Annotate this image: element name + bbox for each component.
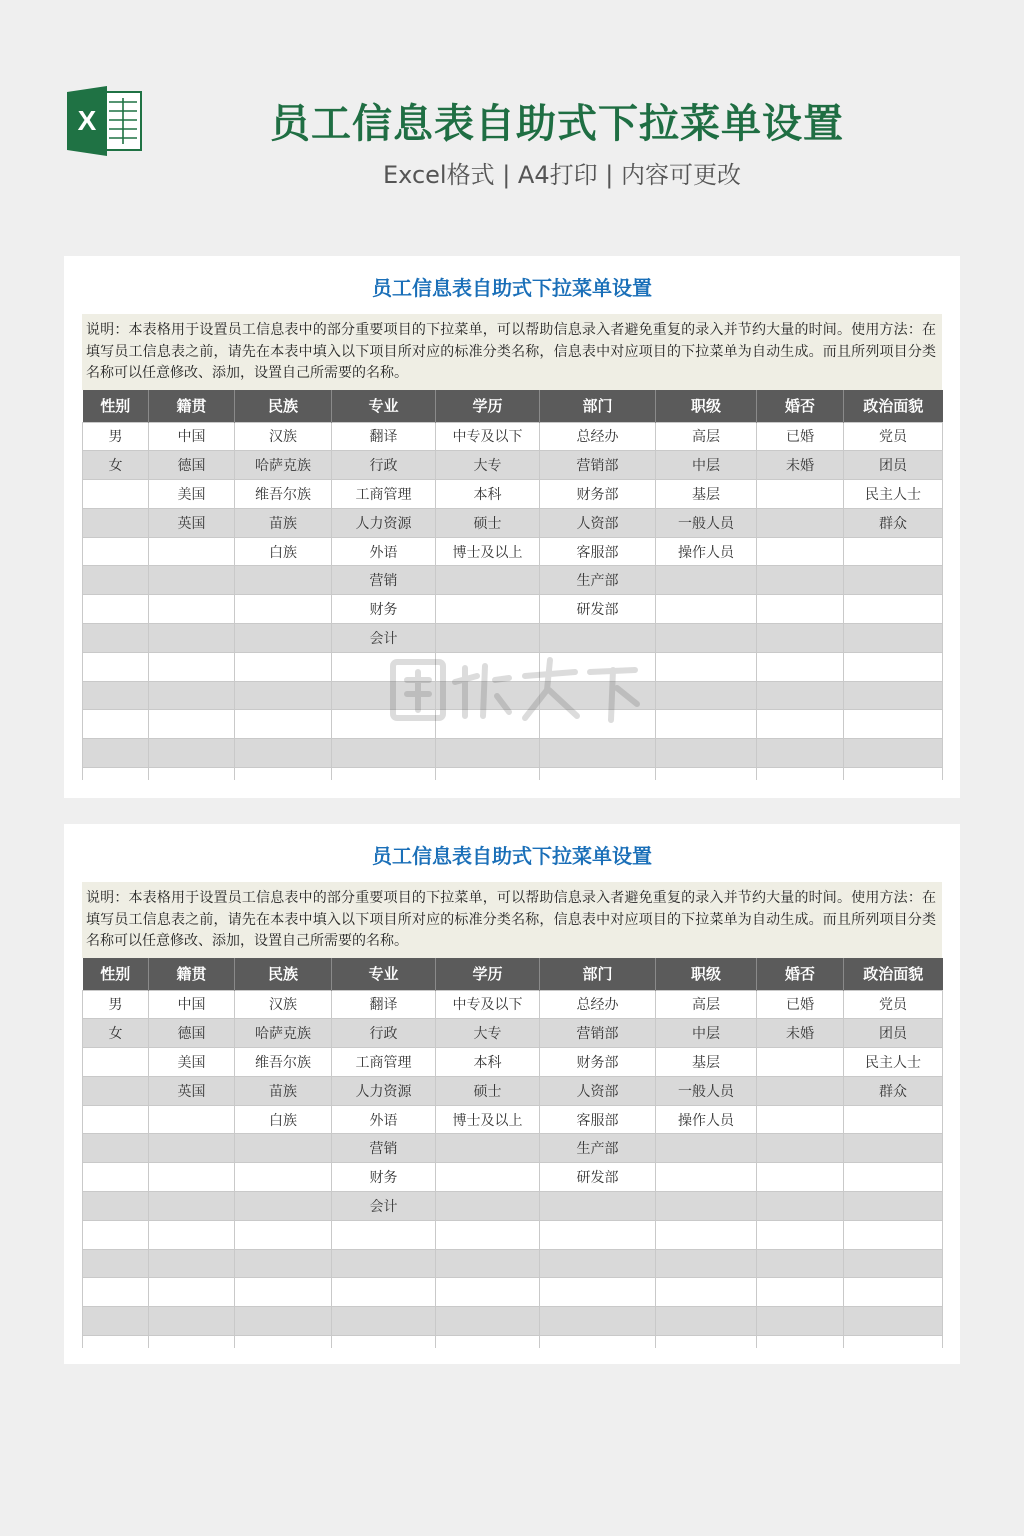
table-cell[interactable]: 团员	[844, 1019, 943, 1048]
table-cell[interactable]: 女	[83, 1019, 149, 1048]
table-cell[interactable]	[656, 710, 757, 739]
table-row	[83, 422, 943, 451]
table-cell[interactable]	[757, 1307, 844, 1336]
table-cell[interactable]	[83, 595, 149, 624]
table-cell[interactable]	[757, 624, 844, 653]
table-cell[interactable]	[844, 595, 943, 624]
table-cell[interactable]	[436, 1220, 540, 1249]
table-cell[interactable]: 白族	[235, 1105, 332, 1134]
table-cell[interactable]	[149, 1192, 235, 1221]
column-header: 职级	[656, 390, 757, 422]
table-cell[interactable]: 财务	[332, 1163, 436, 1192]
table-cell[interactable]	[235, 1134, 332, 1163]
table-cell[interactable]: 行政	[332, 1019, 436, 1048]
instruction-note: 说明：本表格用于设置员工信息表中的部分重要项目的下拉菜单，可以帮助信息录入者避免重复的录入并节约大量的时间。使用方法：在填写员工信息表之前，请先在本表中填入以下项目所对应的标准分类名称，信息表中对应项目的下拉菜单为自动生成。而且所列项目分类名称可以任意修改、添加，设置自己所需要的名称。	[82, 314, 942, 390]
column-header: 婚否	[757, 390, 844, 422]
table-cell[interactable]	[656, 1307, 757, 1336]
table-cell[interactable]	[436, 566, 540, 595]
table-cell[interactable]	[844, 652, 943, 681]
table-cell	[149, 1336, 235, 1348]
table-cell[interactable]	[844, 537, 943, 566]
table-cell[interactable]	[656, 739, 757, 768]
table-cell[interactable]: 中专及以下	[436, 990, 540, 1019]
dropdown-settings-table	[82, 958, 943, 1348]
table-cell[interactable]: 营销部	[540, 1019, 656, 1048]
table-cell[interactable]: 人资部	[540, 508, 656, 537]
table-row	[83, 566, 943, 595]
table-cell[interactable]	[656, 595, 757, 624]
table-cell[interactable]	[235, 1307, 332, 1336]
table-cell[interactable]	[149, 739, 235, 768]
table-cell[interactable]: 英国	[149, 1076, 235, 1105]
column-header: 专业	[332, 390, 436, 422]
column-header: 学历	[436, 390, 540, 422]
table-cell[interactable]: 苗族	[235, 508, 332, 537]
table-cell	[540, 1336, 656, 1348]
table-row	[83, 451, 943, 480]
table-cell[interactable]: 工商管理	[332, 1048, 436, 1077]
table-cell[interactable]	[149, 1307, 235, 1336]
table-cell[interactable]: 未婚	[757, 1019, 844, 1048]
column-header: 专业	[332, 958, 436, 990]
table-row	[83, 1278, 943, 1307]
table-cell[interactable]: 中层	[656, 1019, 757, 1048]
table-cell[interactable]: 人资部	[540, 1076, 656, 1105]
table-cell	[757, 768, 844, 780]
table-cell[interactable]	[332, 1249, 436, 1278]
table-cell[interactable]: 会计	[332, 624, 436, 653]
table-cell[interactable]	[436, 1278, 540, 1307]
table-cell[interactable]	[149, 1105, 235, 1134]
table-cell[interactable]	[844, 1220, 943, 1249]
table-row	[83, 1336, 943, 1348]
table-cell[interactable]	[844, 624, 943, 653]
table-cell[interactable]: 哈萨克族	[235, 451, 332, 480]
table-cell[interactable]	[844, 566, 943, 595]
table-cell[interactable]	[656, 1192, 757, 1221]
table-cell	[844, 1336, 943, 1348]
table-cell[interactable]	[757, 1249, 844, 1278]
table-cell[interactable]	[83, 1220, 149, 1249]
table-row	[83, 480, 943, 509]
table-cell[interactable]	[83, 1192, 149, 1221]
table-cell	[83, 1336, 149, 1348]
table-cell[interactable]: 外语	[332, 1105, 436, 1134]
table-cell[interactable]: 营销部	[540, 451, 656, 480]
table-cell	[235, 1336, 332, 1348]
table-cell[interactable]	[844, 1192, 943, 1221]
table-row	[83, 1134, 943, 1163]
table-cell	[656, 768, 757, 780]
table-cell[interactable]: 行政	[332, 451, 436, 480]
table-cell[interactable]	[149, 1163, 235, 1192]
table-cell[interactable]	[332, 1220, 436, 1249]
table-cell[interactable]	[235, 595, 332, 624]
table-row	[83, 1220, 943, 1249]
table-row	[83, 1249, 943, 1278]
table-cell[interactable]: 人力资源	[332, 1076, 436, 1105]
table-row	[83, 624, 943, 653]
column-header: 政治面貌	[844, 390, 943, 422]
table-cell[interactable]	[540, 739, 656, 768]
table-cell[interactable]: 男	[83, 422, 149, 451]
table-cell[interactable]	[436, 1307, 540, 1336]
table-cell[interactable]: 党员	[844, 990, 943, 1019]
table-cell[interactable]: 财务	[332, 595, 436, 624]
column-header: 民族	[235, 390, 332, 422]
table-cell[interactable]: 美国	[149, 480, 235, 509]
table-cell[interactable]	[83, 1048, 149, 1077]
table-cell[interactable]: 德国	[149, 451, 235, 480]
table-cell[interactable]	[83, 1249, 149, 1278]
table-cell[interactable]: 硕士	[436, 1076, 540, 1105]
table-cell[interactable]	[757, 1105, 844, 1134]
table-cell[interactable]: 汉族	[235, 990, 332, 1019]
table-cell[interactable]	[149, 652, 235, 681]
table-cell[interactable]	[844, 1307, 943, 1336]
table-header-row	[83, 958, 943, 990]
table-cell[interactable]	[844, 1134, 943, 1163]
table-cell[interactable]: 财务部	[540, 480, 656, 509]
table-cell[interactable]	[757, 480, 844, 509]
table-cell[interactable]	[235, 710, 332, 739]
table-cell[interactable]	[149, 1220, 235, 1249]
table-header-row	[83, 390, 943, 422]
table-cell[interactable]	[436, 595, 540, 624]
table-cell[interactable]	[83, 1307, 149, 1336]
table-cell[interactable]: 会计	[332, 1192, 436, 1221]
table-cell[interactable]	[757, 1076, 844, 1105]
table-cell[interactable]	[436, 1134, 540, 1163]
watermark-logo	[385, 650, 645, 730]
table-cell[interactable]: 客服部	[540, 1105, 656, 1134]
table-cell[interactable]	[83, 1134, 149, 1163]
table-cell[interactable]	[235, 1220, 332, 1249]
table-cell[interactable]	[149, 681, 235, 710]
table-cell[interactable]	[844, 739, 943, 768]
table-cell[interactable]: 研发部	[540, 595, 656, 624]
table-cell[interactable]: 美国	[149, 1048, 235, 1077]
column-header: 婚否	[757, 958, 844, 990]
table-row	[83, 739, 943, 768]
table-cell[interactable]: 工商管理	[332, 480, 436, 509]
table-cell[interactable]: 硕士	[436, 508, 540, 537]
table-cell[interactable]: 民主人士	[844, 480, 943, 509]
table-cell[interactable]	[757, 1278, 844, 1307]
table-cell[interactable]	[540, 1278, 656, 1307]
table-cell[interactable]	[149, 1134, 235, 1163]
table-cell[interactable]: 哈萨克族	[235, 1019, 332, 1048]
table-cell[interactable]: 总经办	[540, 422, 656, 451]
table-cell[interactable]	[235, 1192, 332, 1221]
table-cell	[844, 768, 943, 780]
table-cell[interactable]	[540, 624, 656, 653]
table-cell[interactable]: 基层	[656, 1048, 757, 1077]
table-cell[interactable]: 外语	[332, 537, 436, 566]
table-cell[interactable]	[149, 710, 235, 739]
table-cell[interactable]	[757, 508, 844, 537]
table-cell[interactable]	[656, 1163, 757, 1192]
table-cell	[757, 1336, 844, 1348]
sheet-preview-2	[64, 824, 960, 1364]
table-cell[interactable]: 生产部	[540, 566, 656, 595]
table-row	[83, 537, 943, 566]
table-cell[interactable]	[149, 566, 235, 595]
table-cell[interactable]: 中国	[149, 990, 235, 1019]
table-cell[interactable]: 未婚	[757, 451, 844, 480]
table-cell[interactable]: 维吾尔族	[235, 1048, 332, 1077]
table-cell[interactable]	[844, 1163, 943, 1192]
table-cell[interactable]	[757, 1163, 844, 1192]
table-cell[interactable]: 生产部	[540, 1134, 656, 1163]
table-cell	[83, 768, 149, 780]
table-cell[interactable]: 基层	[656, 480, 757, 509]
table-row	[83, 1019, 943, 1048]
column-header: 政治面貌	[844, 958, 943, 990]
table-cell[interactable]	[83, 1278, 149, 1307]
table-row	[83, 990, 943, 1019]
table-cell[interactable]: 白族	[235, 537, 332, 566]
table-cell[interactable]	[656, 1134, 757, 1163]
table-row	[83, 1163, 943, 1192]
page-subtitle: Excel格式 | A4打印 | 内容可更改	[383, 161, 741, 189]
table-row	[83, 1048, 943, 1077]
table-cell[interactable]	[757, 1220, 844, 1249]
table-cell[interactable]: 翻译	[332, 990, 436, 1019]
table-cell	[332, 1336, 436, 1348]
table-cell[interactable]: 博士及以上	[436, 1105, 540, 1134]
column-header: 籍贯	[149, 390, 235, 422]
table-cell[interactable]	[83, 566, 149, 595]
table-cell[interactable]: 本科	[436, 480, 540, 509]
table-cell[interactable]: 英国	[149, 508, 235, 537]
table-cell[interactable]	[83, 537, 149, 566]
table-cell[interactable]: 翻译	[332, 422, 436, 451]
column-header: 学历	[436, 958, 540, 990]
table-cell[interactable]	[83, 480, 149, 509]
table-cell	[656, 1336, 757, 1348]
table-cell[interactable]	[83, 681, 149, 710]
table-cell[interactable]	[149, 1249, 235, 1278]
table-cell[interactable]	[83, 739, 149, 768]
table-cell[interactable]	[656, 1220, 757, 1249]
table-cell[interactable]: 汉族	[235, 422, 332, 451]
table-cell[interactable]	[757, 595, 844, 624]
table-cell[interactable]	[332, 1278, 436, 1307]
excel-logo-letter: X	[77, 105, 97, 136]
table-cell[interactable]: 群众	[844, 1076, 943, 1105]
table-cell[interactable]: 已婚	[757, 990, 844, 1019]
table-cell[interactable]	[656, 566, 757, 595]
sheet-title: 员工信息表自助式下拉菜单设置	[372, 844, 652, 868]
table-cell[interactable]	[83, 508, 149, 537]
table-cell[interactable]	[83, 1076, 149, 1105]
table-cell[interactable]: 中层	[656, 451, 757, 480]
table-cell[interactable]	[656, 681, 757, 710]
table-cell[interactable]	[757, 1048, 844, 1077]
table-cell[interactable]: 操作人员	[656, 537, 757, 566]
table-cell[interactable]: 德国	[149, 1019, 235, 1048]
table-cell[interactable]: 一般人员	[656, 508, 757, 537]
table-cell[interactable]: 大专	[436, 451, 540, 480]
table-row	[83, 1076, 943, 1105]
table-cell[interactable]	[235, 1249, 332, 1278]
table-cell[interactable]: 苗族	[235, 1076, 332, 1105]
table-cell[interactable]	[436, 624, 540, 653]
instruction-note: 说明：本表格用于设置员工信息表中的部分重要项目的下拉菜单，可以帮助信息录入者避免重复的录入并节约大量的时间。使用方法：在填写员工信息表之前，请先在本表中填入以下项目所对应的标准分类名称，信息表中对应项目的下拉菜单为自动生成。而且所列项目分类名称可以任意修改、添加，设置自己所需要的名称。	[82, 882, 942, 958]
table-cell[interactable]	[149, 624, 235, 653]
table-cell[interactable]	[656, 1278, 757, 1307]
table-cell[interactable]	[656, 652, 757, 681]
table-cell[interactable]	[149, 1278, 235, 1307]
table-cell[interactable]	[436, 1163, 540, 1192]
table-cell[interactable]	[656, 1249, 757, 1278]
table-cell	[540, 768, 656, 780]
table-cell[interactable]: 高层	[656, 422, 757, 451]
table-cell[interactable]	[757, 739, 844, 768]
table-cell	[436, 1336, 540, 1348]
table-cell[interactable]	[83, 624, 149, 653]
table-cell[interactable]	[83, 652, 149, 681]
table-cell	[436, 768, 540, 780]
column-header: 民族	[235, 958, 332, 990]
table-cell[interactable]: 财务部	[540, 1048, 656, 1077]
table-cell[interactable]: 客服部	[540, 537, 656, 566]
table-cell[interactable]	[757, 710, 844, 739]
table-cell[interactable]	[844, 1278, 943, 1307]
table-row	[83, 508, 943, 537]
table-cell[interactable]: 博士及以上	[436, 537, 540, 566]
table-cell[interactable]: 民主人士	[844, 1048, 943, 1077]
table-cell[interactable]	[149, 595, 235, 624]
table-cell[interactable]: 总经办	[540, 990, 656, 1019]
page-header	[0, 0, 1024, 220]
table-cell[interactable]	[540, 1307, 656, 1336]
sheet-title: 员工信息表自助式下拉菜单设置	[372, 276, 652, 300]
table-cell[interactable]	[757, 1134, 844, 1163]
table-cell[interactable]: 人力资源	[332, 508, 436, 537]
table-cell[interactable]: 研发部	[540, 1163, 656, 1192]
table-cell[interactable]: 本科	[436, 1048, 540, 1077]
table-cell[interactable]	[844, 1105, 943, 1134]
table-cell[interactable]: 营销	[332, 1134, 436, 1163]
column-header: 部门	[540, 390, 656, 422]
table-cell[interactable]	[235, 1278, 332, 1307]
table-cell[interactable]	[235, 624, 332, 653]
table-cell[interactable]	[436, 1249, 540, 1278]
table-cell[interactable]	[540, 1192, 656, 1221]
table-cell[interactable]: 维吾尔族	[235, 480, 332, 509]
table-cell[interactable]	[235, 652, 332, 681]
table-cell[interactable]: 团员	[844, 451, 943, 480]
table-row	[83, 595, 943, 624]
table-cell[interactable]	[757, 566, 844, 595]
table-cell[interactable]: 一般人员	[656, 1076, 757, 1105]
table-cell[interactable]	[436, 1192, 540, 1221]
column-header: 性别	[83, 958, 149, 990]
table-cell[interactable]: 大专	[436, 1019, 540, 1048]
table-cell[interactable]	[757, 681, 844, 710]
table-cell[interactable]	[332, 1307, 436, 1336]
table-cell[interactable]	[757, 537, 844, 566]
table-cell[interactable]	[235, 739, 332, 768]
table-cell[interactable]	[332, 739, 436, 768]
page-title: 员工信息表自助式下拉菜单设置	[270, 101, 844, 147]
table-cell[interactable]	[235, 566, 332, 595]
table-cell[interactable]	[540, 1249, 656, 1278]
table-cell[interactable]	[844, 1249, 943, 1278]
table-cell[interactable]	[235, 681, 332, 710]
table-cell[interactable]	[83, 1105, 149, 1134]
table-row	[83, 1192, 943, 1221]
table-cell[interactable]: 中专及以下	[436, 422, 540, 451]
table-cell[interactable]: 中国	[149, 422, 235, 451]
table-cell[interactable]	[83, 1163, 149, 1192]
column-header: 籍贯	[149, 958, 235, 990]
table-cell[interactable]	[149, 537, 235, 566]
table-cell[interactable]	[757, 652, 844, 681]
table-cell[interactable]	[844, 681, 943, 710]
table-cell[interactable]: 男	[83, 990, 149, 1019]
table-cell[interactable]	[540, 1220, 656, 1249]
table-cell	[149, 768, 235, 780]
column-header: 性别	[83, 390, 149, 422]
table-cell[interactable]	[757, 1192, 844, 1221]
table-cell[interactable]	[436, 739, 540, 768]
table-row	[83, 1105, 943, 1134]
table-cell[interactable]	[235, 1163, 332, 1192]
table-cell[interactable]: 营销	[332, 566, 436, 595]
table-row	[83, 1307, 943, 1336]
column-header: 部门	[540, 958, 656, 990]
table-cell[interactable]	[83, 710, 149, 739]
table-cell[interactable]: 党员	[844, 422, 943, 451]
table-cell	[235, 768, 332, 780]
table-cell[interactable]: 操作人员	[656, 1105, 757, 1134]
table-cell[interactable]: 已婚	[757, 422, 844, 451]
column-header: 职级	[656, 958, 757, 990]
table-row	[83, 768, 943, 780]
table-cell[interactable]: 女	[83, 451, 149, 480]
table-cell[interactable]: 高层	[656, 990, 757, 1019]
table-cell[interactable]	[844, 710, 943, 739]
table-cell[interactable]	[656, 624, 757, 653]
table-cell[interactable]: 群众	[844, 508, 943, 537]
table-cell	[332, 768, 436, 780]
